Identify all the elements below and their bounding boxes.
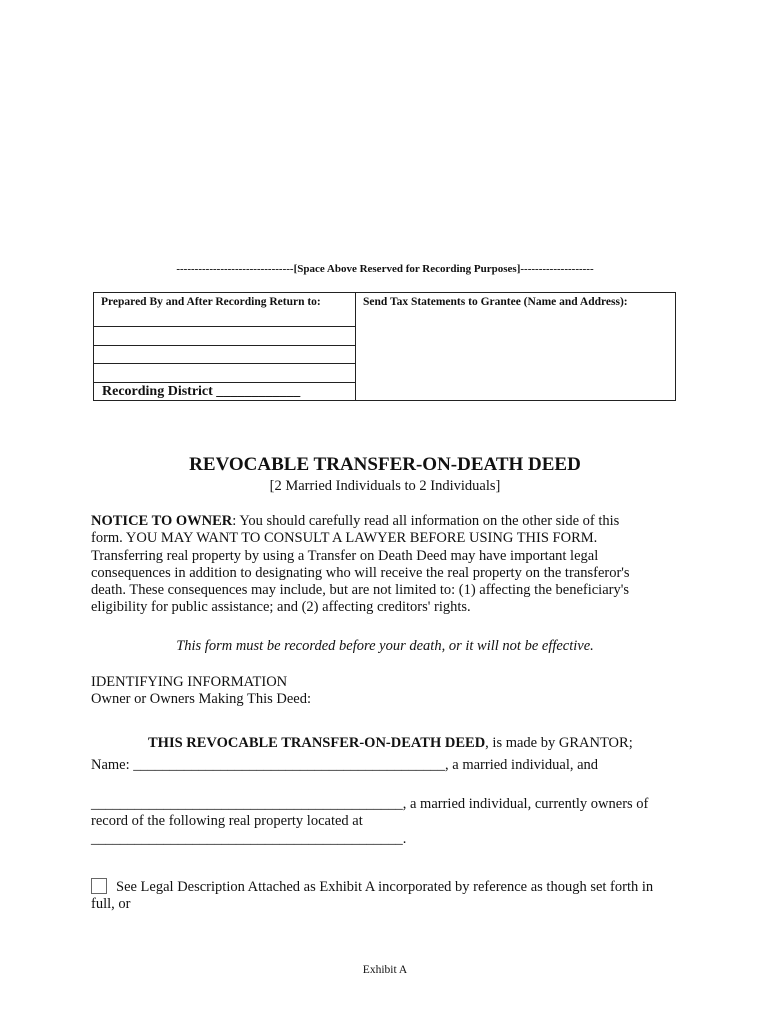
tax-statements-column [356, 293, 675, 400]
second-grantor-section [91, 796, 681, 848]
recording-district: Recording District ____________ [102, 384, 301, 399]
deed-grantor-section [91, 735, 681, 775]
notice-line-5: death. These consequences may include, but are not limited to: (1) affecting the beneficiary's [91, 582, 629, 599]
identifying-heading: IDENTIFYING INFORMATION [91, 674, 288, 690]
legal-description-line-2: full, or [91, 896, 131, 913]
address-line-3 [94, 363, 355, 364]
location-blank-line: ___________________________________________. [91, 830, 407, 847]
legal-description-line-1: See Legal Description Attached as Exhibit A incorporated by reference as though set forth in [116, 879, 654, 895]
notice-line-6: eligibility for public assistance; and (2) affecting creditors' rights. [91, 599, 471, 616]
identifying-subheading: Owner or Owners Making This Deed: [91, 691, 312, 708]
grantor-name-line: Name: ___________________________________________, a married individual, and [91, 757, 599, 774]
reserved-space-header: --------------------------------[Space Above Reserved for Recording Purposes]-------------------- [176, 263, 594, 275]
return-to-header: Prepared By and After Recording Return to: [101, 296, 321, 308]
page-footer: Exhibit A [362, 964, 408, 976]
second-grantor-line: ___________________________________________, a married individual, currently owners of [91, 796, 649, 812]
deed-lead-rest: , is made by GRANTOR; [485, 735, 633, 751]
legal-description-option [91, 879, 691, 914]
address-line-4 [94, 382, 355, 383]
identifying-section [91, 674, 661, 709]
notice-line-3: Transferring real property by using a Transfer on Death Deed may have important legal [91, 547, 599, 564]
notice-line-2: form. YOU MAY WANT TO CONSULT A LAWYER BEFORE USING THIS FORM. [91, 530, 598, 547]
deed-bold-lead: THIS REVOCABLE TRANSFER-ON-DEATH DEED [148, 735, 486, 751]
notice-line-4: consequences in addition to designating who will receive the real property on the transferor's [91, 564, 630, 581]
address-line-1 [94, 326, 355, 327]
deed-subtitle: [2 Married Individuals to 2 Individuals] [269, 478, 501, 494]
recording-warning: This form must be recorded before your death, or it will not be effective. [176, 638, 594, 654]
return-to-column [94, 293, 356, 400]
notice-label: NOTICE TO OWNER [91, 513, 233, 529]
notice-line-1: : You should carefully read all information on the other side of this [232, 513, 620, 529]
recording-info-table [93, 292, 676, 401]
address-line-2 [94, 345, 355, 346]
notice-paragraph [91, 513, 661, 617]
deed-title: REVOCABLE TRANSFER-ON-DEATH DEED [189, 454, 581, 475]
tax-statements-header: Send Tax Statements to Grantee (Name and Address): [363, 296, 628, 308]
record-location-line: record of the following real property located at [91, 813, 363, 830]
